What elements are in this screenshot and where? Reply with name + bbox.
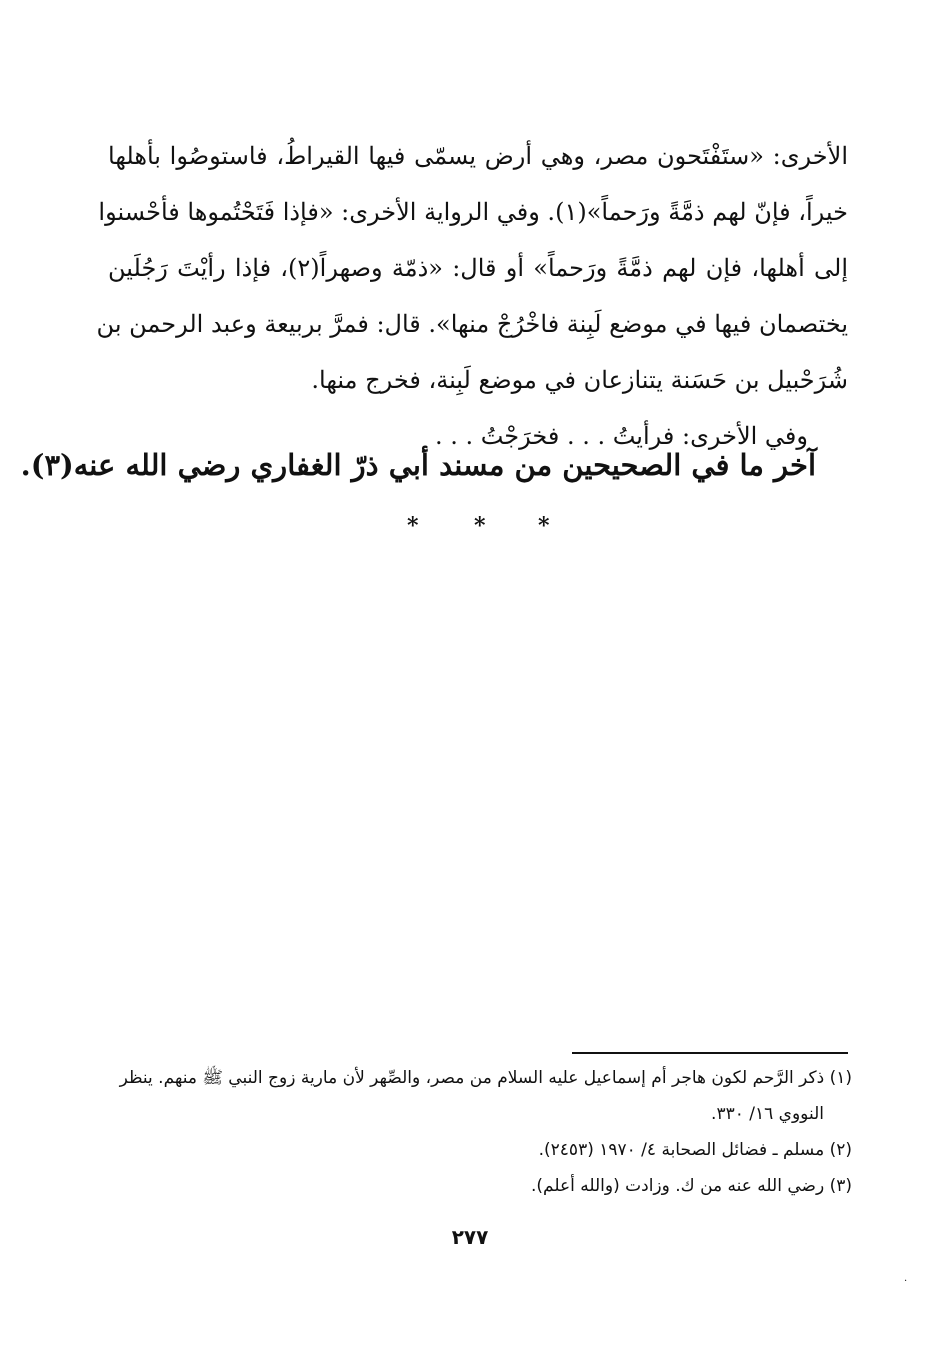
separator-star: * <box>474 513 486 539</box>
body-line-1: الأخرى: «ستَفْتَحون مصر، وهي أرض يسمّى فيها القيراطُ، فاستوصُوا بأهلها <box>108 142 848 170</box>
page-number: ٢٧٧ <box>451 1225 489 1249</box>
body-line-2: خيراً، فإنّ لهم ذمَّةً ورَحماً»(١). وفي الرواية الأخرى: «فإذا فَتَحْتُموها فأحْسنوا <box>98 198 848 226</box>
corner-mark: . <box>904 1273 908 1284</box>
footnote-1: (١) ذكر الرَّحم لكون هاجر أم إسماعيل عليه السلام من مصر، والصِّهر لأن مارية زوج النبي ﷺ منهم. ينظر <box>119 1068 852 1088</box>
body-line-4: يختصمان فيها في موضع لَبِنة فاخْرُجْ منها». قال: فمرَّ بربيعة وعبد الرحمن بن <box>96 310 848 338</box>
body-line-3: إلى أهلها، فإن لهم ذمَّةً ورَحماً» أو قال: «ذمّة وصهراً(٢)، فإذا رأيْتَ رَجُلَين <box>108 254 848 282</box>
separator-star: * <box>538 513 550 539</box>
body-line-6: وفي الأخرى: فرأيتُ . . . فخرَجْتُ . . . <box>434 422 808 450</box>
separator-star: * <box>407 513 419 539</box>
footnote-3: (٣) رضي الله عنه من ك. وزادت (والله أعلم). <box>530 1176 852 1196</box>
footnote-2: (٢) مسلم ـ فضائل الصحابة ٤/ ١٩٧٠ (٢٤٥٣). <box>538 1140 852 1160</box>
section-closing-heading: آخر ما في الصحيحين من مسند أبي ذرّ الغفاري رضي الله عنه(٣). <box>20 448 816 482</box>
footnote-rule <box>572 1052 848 1054</box>
footnotes <box>100 1060 852 1204</box>
section-separator <box>380 506 580 546</box>
body-text <box>96 128 848 464</box>
footnote-1-continuation: النووي ١٦/ ٣٣٠. <box>711 1104 824 1124</box>
body-line-5: شُرَحْبيل بن حَسَنة يتنازعان في موضع لَبِنة، فخرج منها. <box>311 366 848 394</box>
